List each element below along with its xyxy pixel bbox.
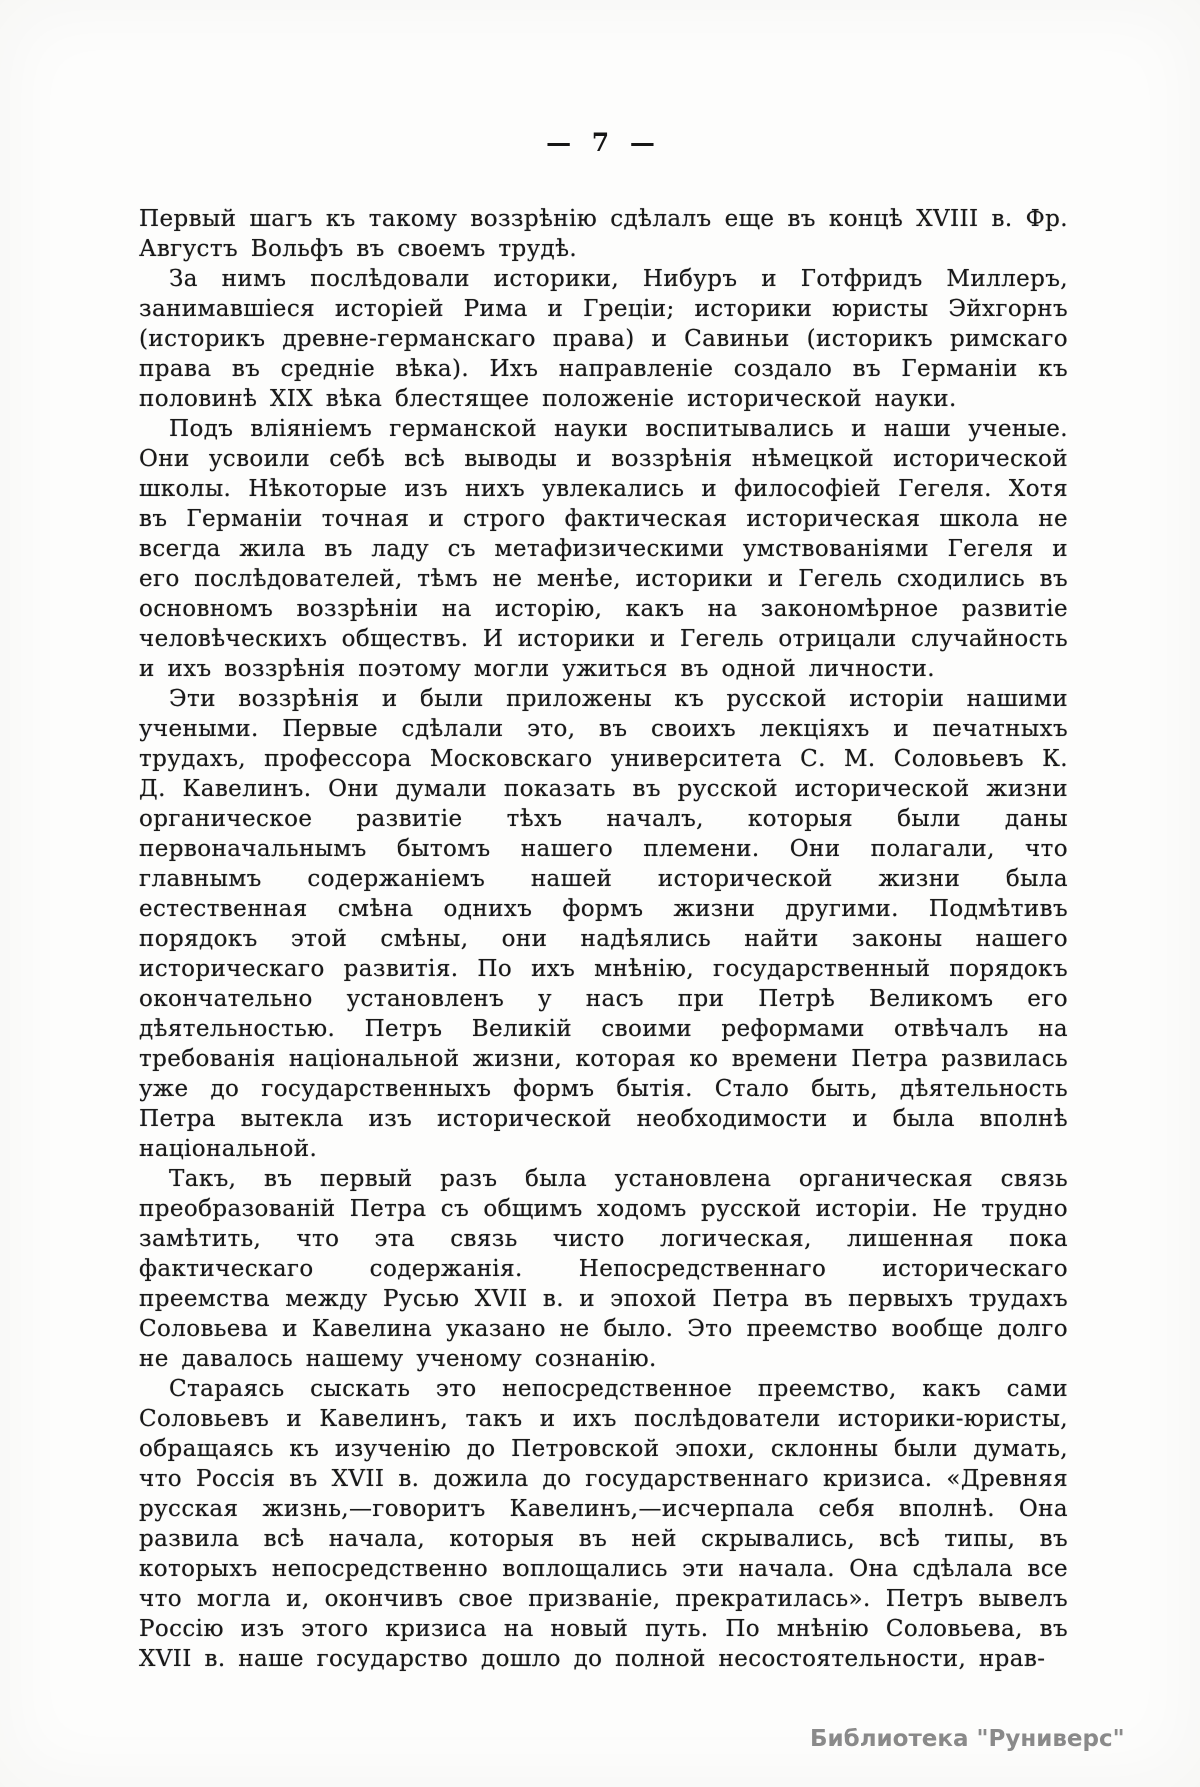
paragraph: Подъ вліяніемъ германской науки воспитывались и наши ученые. Они усвоили себѣ всѣ выводы и воззрѣнія нѣмецкой исторической школы. Нѣкоторые изъ нихъ увлекались и философіей Гегеля. Хотя въ Германіи точная и строго фактическая историческая школа не всегда жила въ ладу съ метафизическими умствованіями Гегеля и его послѣдователей, тѣмъ не менѣе, историки и Гегель сходились въ основномъ воззрѣніи на исторію, какъ на закономѣрное развитіе человѣческихъ обществъ. И историки и Гегель отрицали случайность и ихъ воззрѣнія поэтому могли ужиться въ одной личности. [139,416,1068,682]
text-block [139,204,1068,1674]
paragraph: Первый шагъ къ такому воззрѣнію сдѣлалъ еще въ концѣ XVIII в. Фр. Августъ Вольфъ въ своемъ трудѣ. [139,206,1068,262]
page-number: — 7 — [546,128,661,157]
library-watermark: Библиотека "Руниверс" [810,1726,1125,1752]
paragraph: За нимъ послѣдовали историки, Нибуръ и Готфридъ Миллеръ, занимавшіеся исторіей Рима и Греціи; историки юристы Эйхгорнъ (историкъ древне-германскаго права) и Савиньи (историкъ римскаго права въ средніе вѣка). Ихъ направленіе создало въ Германіи къ половинѣ XIX вѣка блестящее положеніе исторической науки. [139,266,1068,412]
paragraph: Эти воззрѣнія и были приложены къ русской исторіи нашими учеными. Первые сдѣлали это, въ своихъ лекціяхъ и печатныхъ трудахъ, профессора Московскаго университета С. М. Соловьевъ К. Д. Кавелинъ. Они думали показать въ русской исторической жизни органическое развитіе тѣхъ началъ, которыя были даны первоначальнымъ бытомъ нашего племени. Они полагали, что главнымъ содержаніемъ нашей исторической жизни была естественная смѣна однихъ формъ жизни другими. Подмѣтивъ порядокъ этой смѣны, они надѣялись найти законы нашего историческаго развитія. По ихъ мнѣнію, государственный порядокъ окончательно установленъ у насъ при Петрѣ Великомъ его дѣятельностью. Петръ Великій своими реформами отвѣчалъ на требованія національной жизни, которая ко времени Петра развилась уже до государственныхъ формъ бытія. Стало быть, дѣятельность Петра вытекла изъ исторической необходимости и была вполнѣ національной. [139,686,1068,1162]
paragraph: Стараясь сыскать это непосредственное преемство, какъ сами Соловьевъ и Кавелинъ, такъ и ихъ послѣдователи историки-юристы, обращаясь къ изученію до Петровской эпохи, склонны были думать, что Россія въ XVII в. дожила до государственнаго кризиса. «Древняя русская жизнь,—говоритъ Кавелинъ,—исчерпала себя вполнѣ. Она развила всѣ начала, которыя въ ней скрывались, всѣ типы, въ которыхъ непосредственно воплощались эти начала. Она сдѣлала все что могла и, окончивъ свое призваніе, прекратилась». Петръ вывелъ Россію изъ этого кризиса на новый путь. По мнѣнію Соловьева, въ XVII в. наше государство дошло до полной несостоятельности, нрав- [139,1376,1068,1672]
paragraph: Такъ, въ первый разъ была установлена органическая связь преобразованій Петра съ общимъ ходомъ русской исторіи. Не трудно замѣтить, что эта связь чисто логическая, лишенная пока фактическаго содержанія. Непосредственнаго историческаго преемства между Русью XVII в. и эпохой Петра въ первыхъ трудахъ Соловьева и Кавелина указано не было. Это преемство вообще долго не давалось нашему ученому сознанію. [139,1166,1068,1372]
